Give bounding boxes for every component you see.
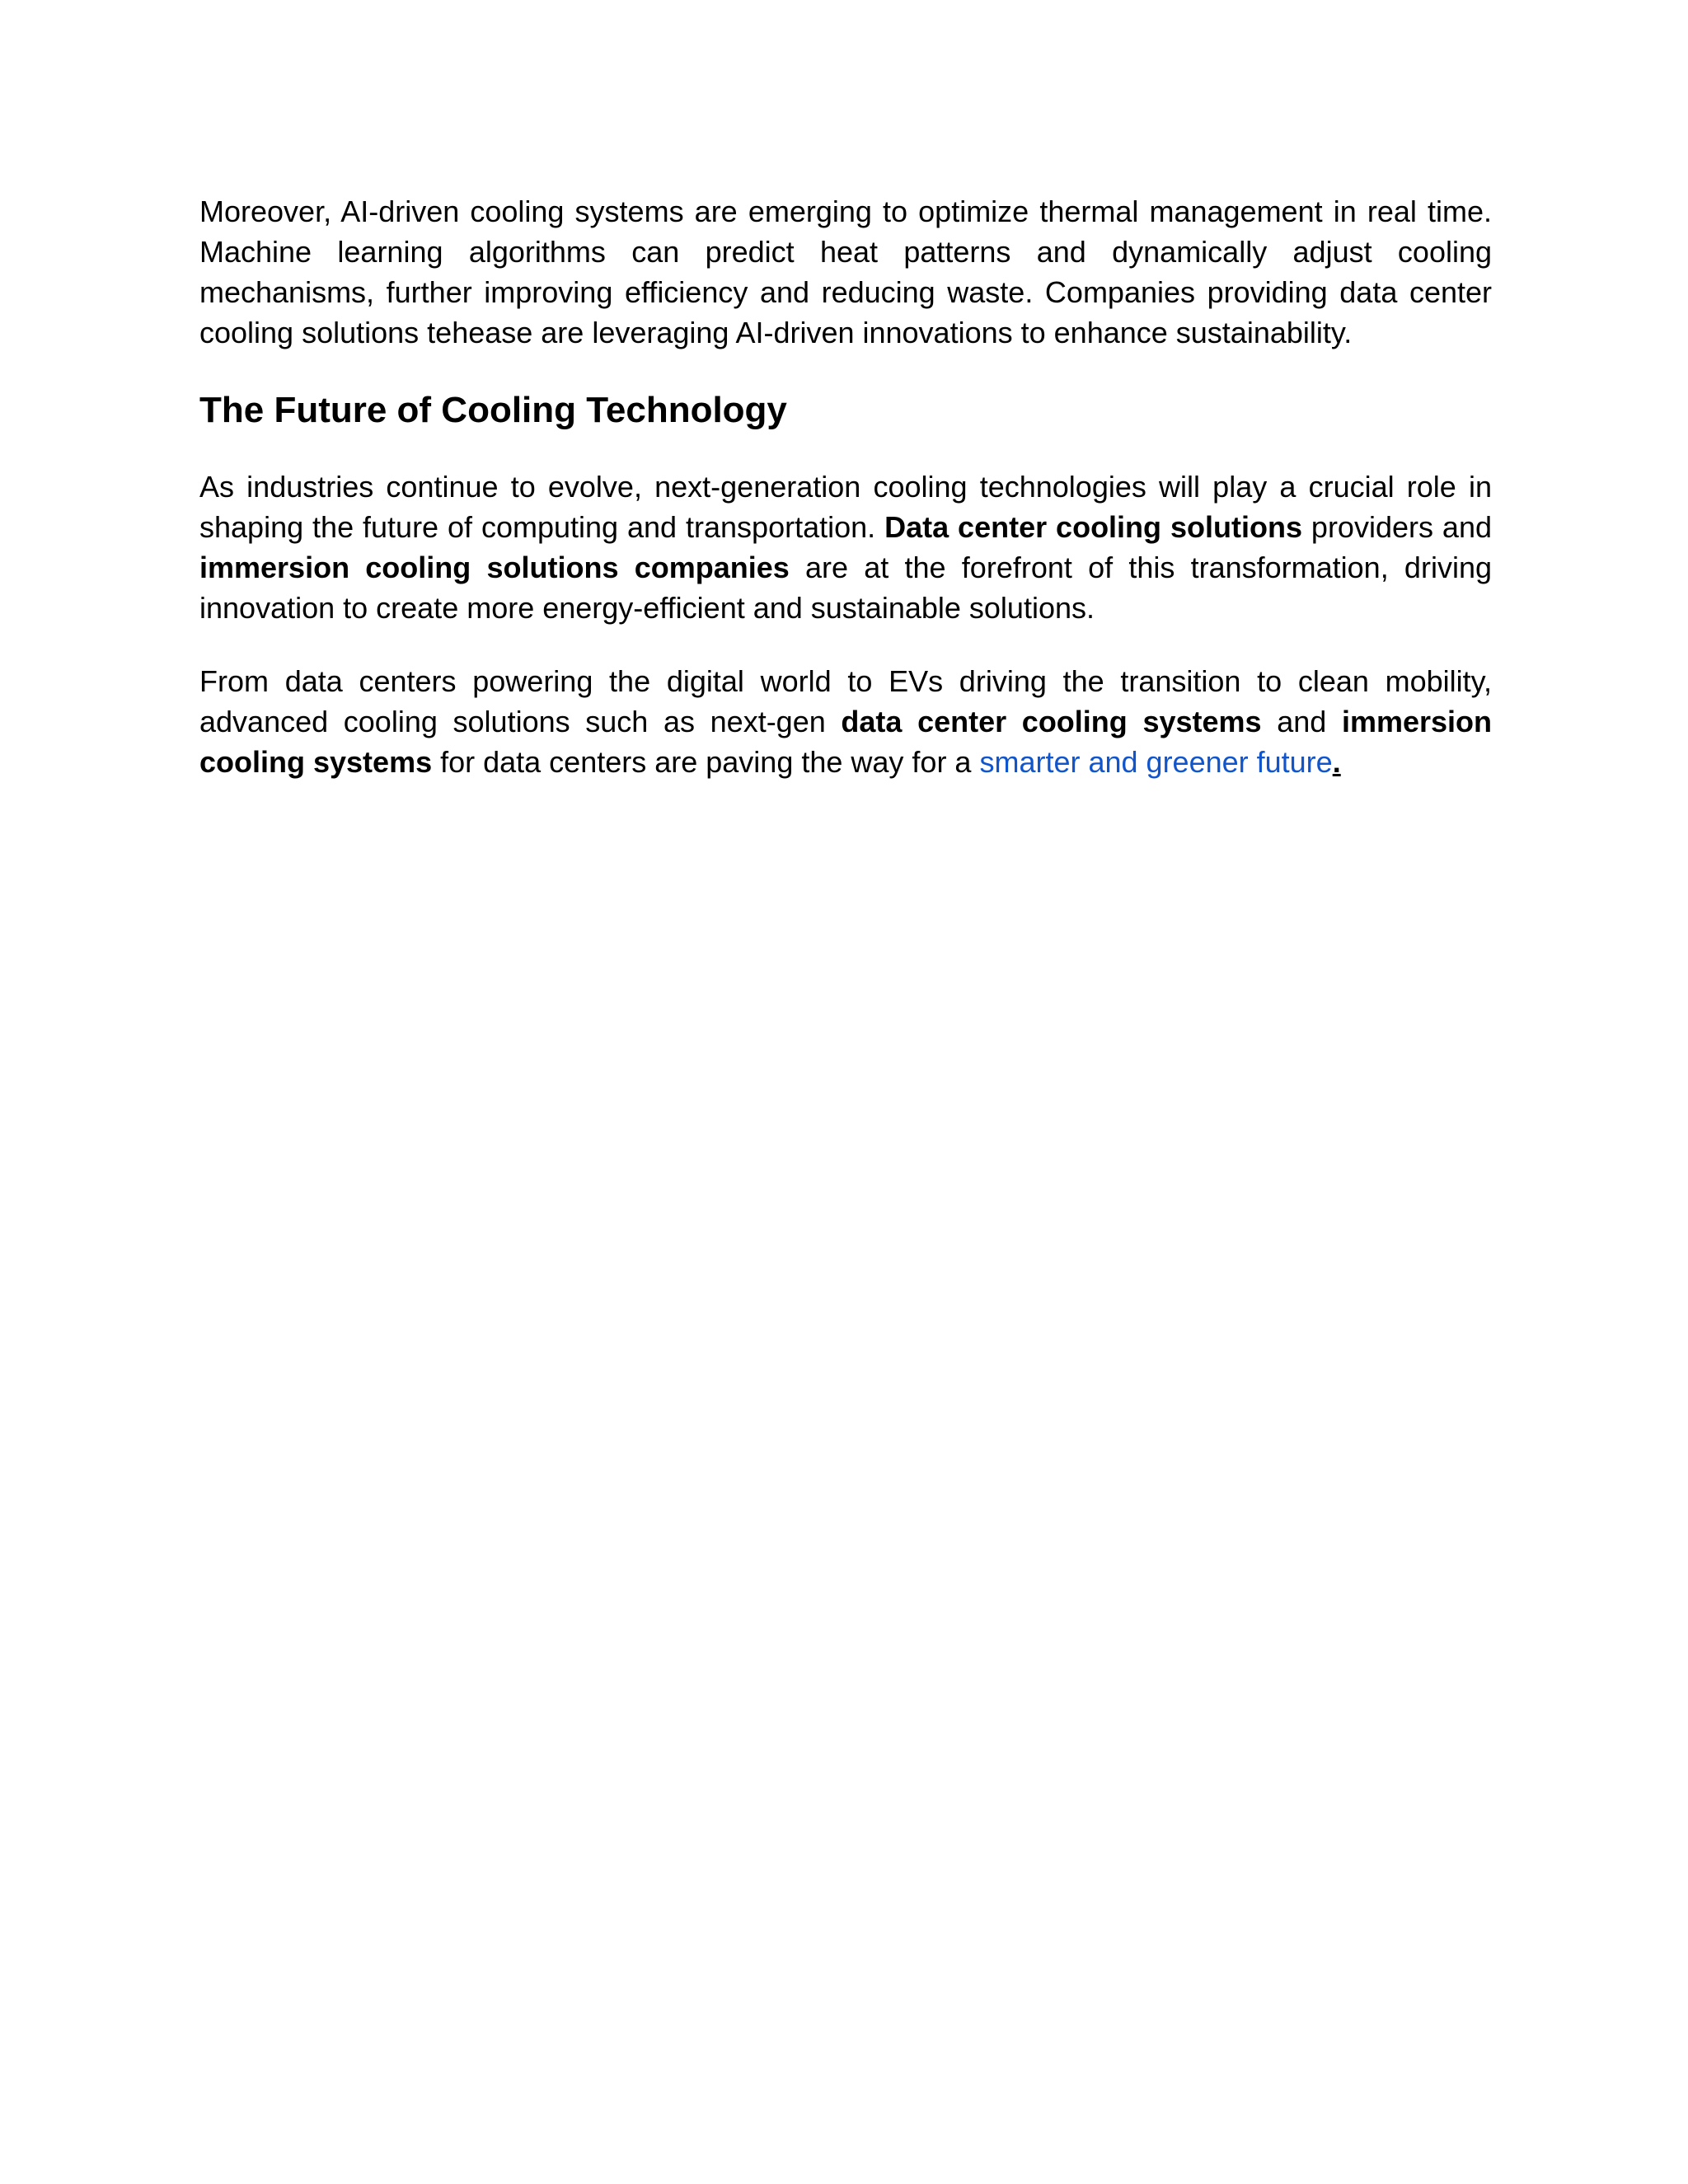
paragraph-future <box>199 466 1492 628</box>
text-span: are at the forefront of this transformation, driving innovation to create more energy-efficient and sustainable solutions. <box>199 551 1492 625</box>
text-span: As industries continue to evolve, next-generation cooling technologies will play a crucial role in shaping the future of computing and transportation. <box>199 470 1492 544</box>
text-span: providers and <box>1301 510 1492 544</box>
document-body <box>199 191 1492 782</box>
bold-phrase-data-center-cooling-systems: data center cooling systems <box>841 705 1262 738</box>
bold-phrase-immersion-cooling-solutions-companies: immersion cooling solutions companies <box>199 551 790 584</box>
text-span: and <box>1261 705 1342 738</box>
underlined-period: . <box>1332 745 1341 779</box>
text-span: From data centers powering the digital world to EVs driving the transition to clean mobility, advanced cooling solutions such as next-gen <box>199 664 1492 738</box>
bold-phrase-immersion-cooling-systems: immersion cooling systems <box>199 705 1492 779</box>
link-smarter-greener-future[interactable]: smarter and greener future <box>971 745 1333 779</box>
bold-phrase-data-center-cooling-solutions: Data center cooling solutions <box>884 510 1302 544</box>
paragraph-ai-cooling: Moreover, AI-driven cooling systems are emerging to optimize thermal management in real time. Machine learning algorithms can predict heat patterns and dynamically adjust cooling mechanisms, further improving efficiency and reducing waste. Companies providing data center cooling solutions tehease are leveraging AI-driven innovations to enhance sustainability. <box>199 194 1492 349</box>
text-span: for data centers are paving the way for a <box>432 745 972 779</box>
paragraph-conclusion <box>199 661 1492 782</box>
section-heading: The Future of Cooling Technology <box>199 390 787 430</box>
